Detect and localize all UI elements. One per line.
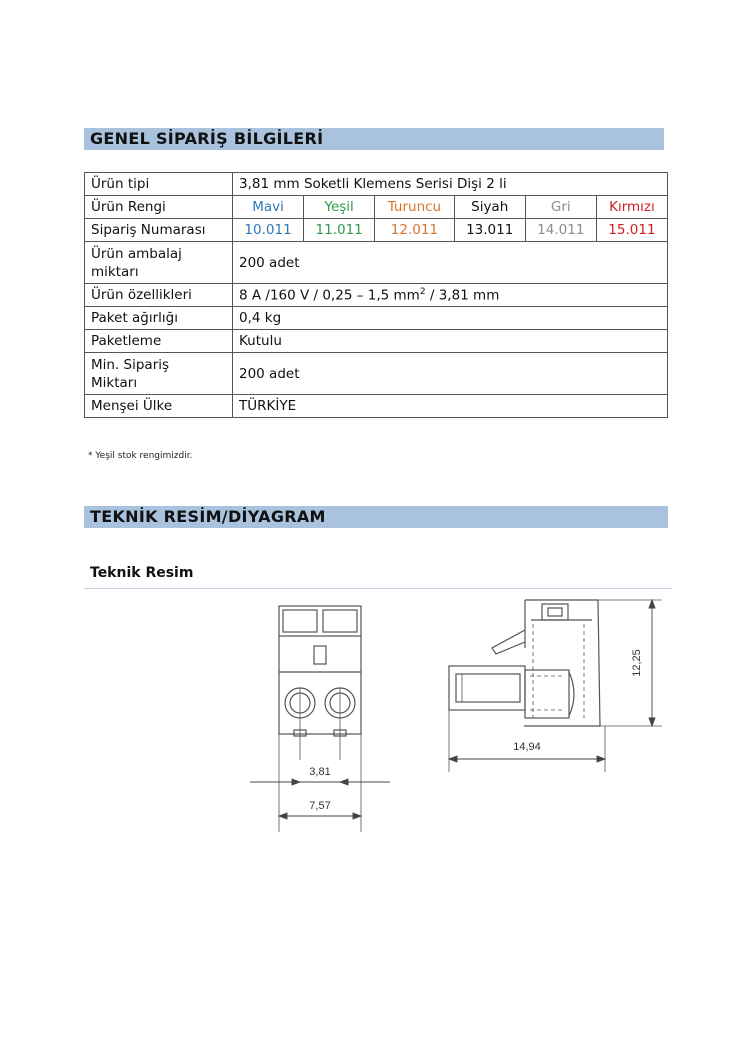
value-urun-tipi: 3,81 mm Soketli Klemens Serisi Dişi 2 li (233, 173, 668, 196)
label-ozellikler: Ürün özellikleri (85, 284, 233, 307)
dimension-label-pitch: 3,81 (309, 766, 331, 778)
dimension-height (649, 600, 655, 726)
dimension-label-depth: 14,94 (513, 741, 541, 753)
value-ozellikler-a: 8 A /160 V / 0,25 – 1,5 mm (239, 287, 420, 304)
value-ozellikler-sup: 2 (419, 286, 426, 297)
section-title-genel: GENEL SİPARİŞ BİLGİLERİ (84, 128, 664, 150)
order-number-mavi: 10.011 (233, 219, 304, 242)
label-min-siparis-line1: Min. Sipariş (91, 356, 170, 373)
value-ozellikler-b: / 3,81 mm (425, 287, 500, 304)
order-number-gri: 14.011 (525, 219, 596, 242)
color-mavi: Mavi (233, 196, 304, 219)
color-siyah: Siyah (454, 196, 525, 219)
label-agirlik: Paket ağırlığı (85, 307, 233, 330)
footnote: * Yeşil stok rengimizdir. (88, 451, 193, 461)
value-ambalaj: 200 adet (233, 242, 668, 284)
value-min-siparis: 200 adet (233, 353, 668, 395)
label-paketleme: Paketleme (85, 330, 233, 353)
label-mensei: Menşei Ülke (85, 395, 233, 418)
label-siparis-numarasi: Sipariş Numarası (85, 219, 233, 242)
label-urun-rengi: Ürün Rengi (85, 196, 233, 219)
side-view (449, 600, 662, 772)
section-title-teknik: TEKNİK RESİM/DİYAGRAM (84, 506, 668, 528)
label-urun-tipi: Ürün tipi (85, 173, 233, 196)
order-number-siyah: 13.011 (454, 219, 525, 242)
label-min-siparis-line2: Miktarı (91, 374, 138, 391)
order-number-yesil: 11.011 (304, 219, 375, 242)
color-turuncu: Turuncu (375, 196, 454, 219)
color-kirmizi: Kırmızı (596, 196, 667, 219)
subtitle-teknik-resim: Teknik Resim (90, 565, 194, 581)
dimension-pitch (250, 779, 390, 785)
front-view (279, 606, 361, 832)
dimension-depth (449, 756, 605, 762)
value-agirlik: 0,4 kg (233, 307, 668, 330)
order-number-kirmizi: 15.011 (596, 219, 667, 242)
order-number-turuncu: 12.011 (375, 219, 454, 242)
label-ambalaj-line1: Ürün ambalaj (91, 245, 182, 262)
color-gri: Gri (525, 196, 596, 219)
label-ambalaj-line2: miktarı (91, 263, 139, 280)
dimension-label-height: 12,25 (631, 649, 643, 677)
value-paketleme: Kutulu (233, 330, 668, 353)
dimension-label-width: 7,57 (309, 800, 331, 812)
value-mensei: TÜRKİYE (233, 395, 668, 418)
color-yesil: Yeşil (304, 196, 375, 219)
dimension-width (279, 813, 361, 819)
